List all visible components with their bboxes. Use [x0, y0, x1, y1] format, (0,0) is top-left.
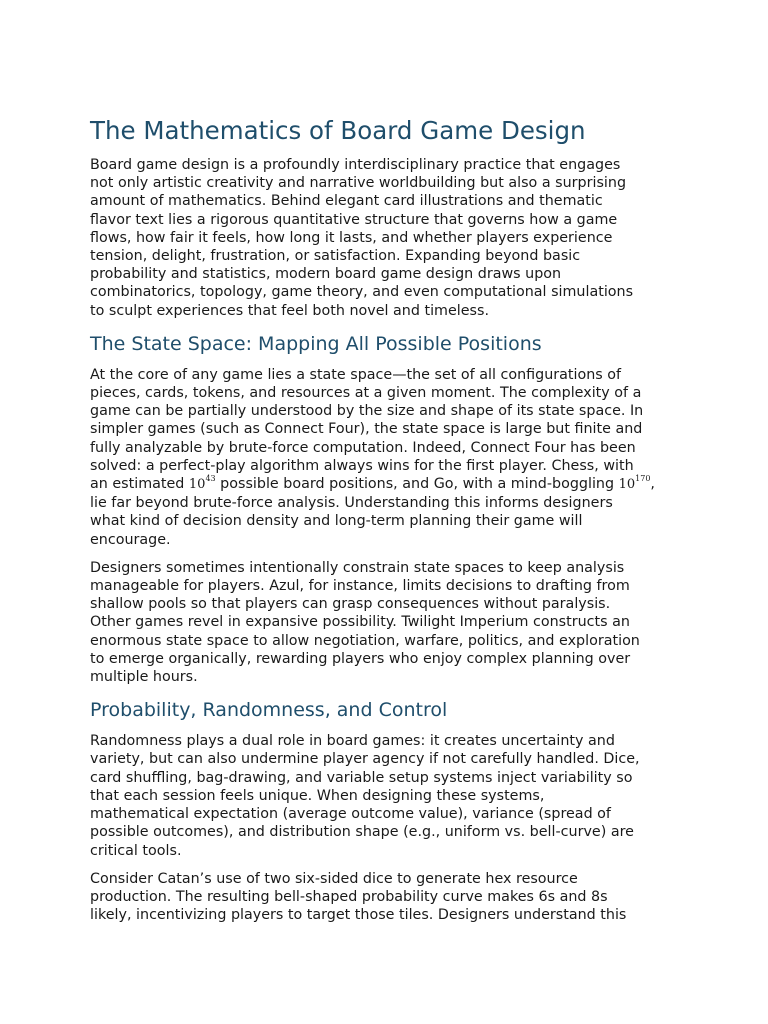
math-base: 10 [188, 477, 206, 493]
text-line: production. The resulting bell-shaped probability curve makes 6s and 8s [90, 888, 608, 905]
text-line: flavor text lies a rigorous quantitative structure that governs how a game [90, 211, 618, 228]
section-heading-state-space: The State Space: Mapping All Possible Positions [90, 332, 542, 355]
intro-paragraph [90, 156, 680, 320]
text-line: that each session feels unique. When designing these systems, [90, 787, 545, 804]
text-line: not only artistic creativity and narrative worldbuilding but also a surprising [90, 175, 627, 192]
math-power-chess [188, 474, 216, 493]
text-line: tension, delight, frustration, or satisfaction. Expanding beyond basic [90, 248, 581, 265]
text-line: encourage. [90, 531, 171, 548]
text-line: to emerge organically, rewarding players who enjoy complex planning over [90, 650, 631, 667]
text-line: shallow pools so that players can grasp consequences without paralysis. [90, 596, 611, 613]
probability-paragraph-2 [90, 870, 680, 925]
text-line-with-math [90, 475, 680, 494]
text-line: multiple hours. [90, 669, 198, 686]
text-line: At the core of any game lies a state space—the set of all configurations of [90, 366, 622, 383]
text-line: game can be partially understood by the size and shape of its state space. In [90, 403, 644, 420]
text-line: mathematical expectation (average outcome value), variance (spread of [90, 806, 611, 823]
text-line: pieces, cards, tokens, and resources at a given moment. The complexity of a [90, 385, 642, 402]
text-line: lie far beyond brute-force analysis. Understanding this informs designers [90, 495, 613, 512]
text-line: what kind of decision density and long-term planning their game will [90, 513, 583, 530]
state-space-paragraph-1 [90, 366, 680, 549]
document-page [90, 112, 680, 934]
text-fragment: , [650, 476, 655, 493]
document-title: The Mathematics of Board Game Design [90, 116, 586, 145]
text-line: amount of mathematics. Behind elegant card illustrations and thematic [90, 193, 603, 210]
text-line: simpler games (such as Connect Four), the state space is large but finite and [90, 421, 643, 438]
math-base: 10 [618, 477, 636, 493]
text-line: Other games revel in expansive possibility. Twilight Imperium constructs an [90, 614, 630, 631]
text-line: card shuffling, bag-drawing, and variable setup systems inject variability so [90, 769, 633, 786]
text-line: combinatorics, topology, game theory, and even computational simulations [90, 284, 634, 301]
text-line: Board game design is a profoundly interdisciplinary practice that engages [90, 157, 621, 173]
probability-paragraph-1 [90, 732, 680, 859]
math-exponent: 43 [205, 474, 216, 484]
text-line: enormous state space to allow negotiation, warfare, politics, and exploration [90, 632, 640, 649]
text-line: to sculpt experiences that feel both novel and timeless. [90, 302, 489, 319]
text-line: Randomness plays a dual role in board games: it creates uncertainty and [90, 733, 615, 750]
math-power-go [618, 474, 651, 493]
text-line: probability and statistics, modern board game design draws upon [90, 266, 562, 283]
text-fragment: possible board positions, and Go, with a mind-boggling [215, 476, 619, 493]
text-line: Designers sometimes intentionally constrain state spaces to keep analysis [90, 559, 625, 576]
text-line: variety, but can also undermine player agency if not carefully handled. Dice, [90, 751, 640, 768]
text-line: solved: a perfect-play algorithm always wins for the first player. Chess, with [90, 457, 634, 474]
text-line: critical tools. [90, 842, 182, 859]
text-line: manageable for players. Azul, for instance, limits decisions to drafting from [90, 578, 630, 595]
text-line: fully analyzable by brute-force computation. Indeed, Connect Four has been [90, 439, 636, 456]
state-space-paragraph-2 [90, 559, 680, 686]
math-exponent: 170 [635, 474, 651, 484]
text-line: flows, how fair it feels, how long it lasts, and whether players experience [90, 229, 613, 246]
text-fragment: an estimated [90, 476, 189, 493]
text-line: likely, incentivizing players to target those tiles. Designers understand this [90, 907, 627, 924]
text-line: possible outcomes), and distribution shape (e.g., uniform vs. bell-curve) are [90, 824, 634, 841]
text-line: Consider Catan’s use of two six-sided dice to generate hex resource [90, 870, 578, 887]
section-heading-probability: Probability, Randomness, and Control [90, 699, 448, 722]
